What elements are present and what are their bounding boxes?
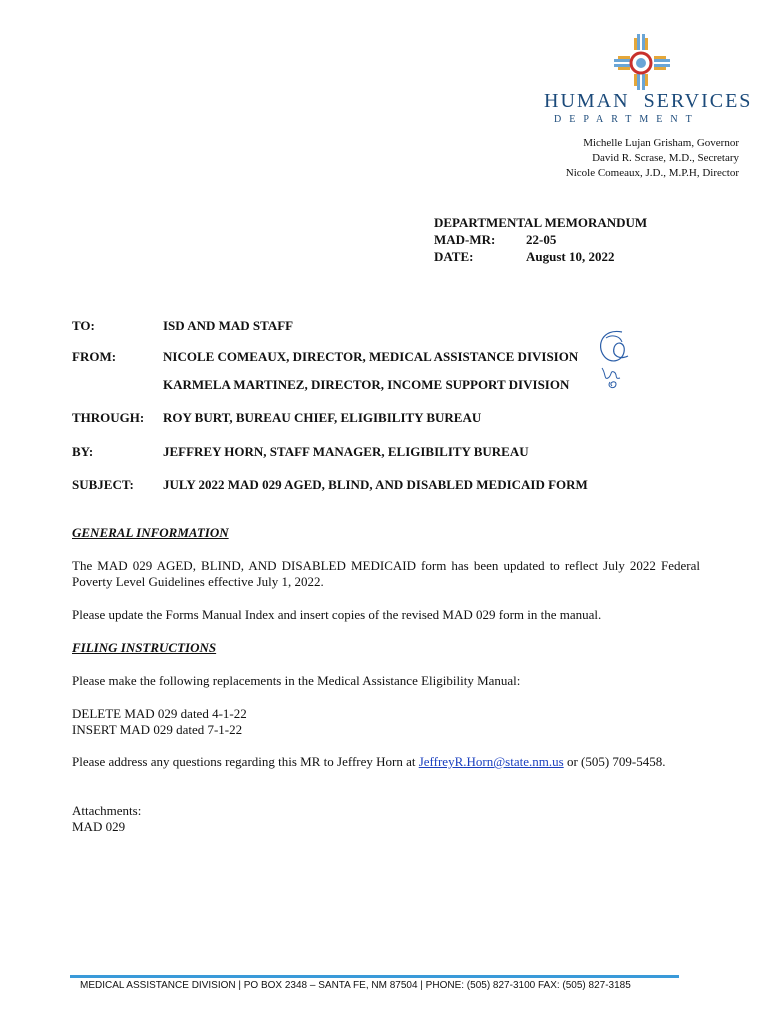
signature-martinez — [598, 364, 628, 392]
signature-comeaux — [592, 326, 634, 368]
mr-label: MAD-MR: — [434, 232, 496, 247]
contact-email-link[interactable]: JeffreyR.Horn@state.nm.us — [418, 754, 564, 769]
subject-label: SUBJECT: — [72, 477, 134, 492]
by-label: BY: — [72, 444, 94, 459]
general-information-title: GENERAL INFORMATION — [72, 525, 229, 540]
officials-block — [566, 136, 739, 181]
delete-line: DELETE MAD 029 dated 4-1-22 — [72, 706, 247, 721]
to-value: ISD AND MAD STAFF — [163, 318, 294, 333]
official-governor: Michelle Lujan Grisham, Governor — [583, 137, 739, 149]
logo-wordmark: HUMAN SERVICES — [544, 90, 753, 112]
from-value-1: NICOLE COMEAUX, DIRECTOR, MEDICAL ASSISTANCE DIVISION — [163, 349, 579, 364]
general-paragraph-2: Please update the Forms Manual Index and insert copies of the revised MAD 029 form in the manual. — [72, 607, 602, 622]
official-secretary: David R. Scrase, M.D., Secretary — [592, 152, 739, 164]
attachments-label: Attachments: — [72, 803, 142, 818]
through-value: ROY BURT, BUREAU CHIEF, ELIGIBILITY BUREAU — [163, 410, 482, 425]
mr-value: 22-05 — [526, 232, 557, 247]
by-value: JEFFREY HORN, STAFF MANAGER, ELIGIBILITY BUREAU — [163, 444, 529, 459]
subject-value: JULY 2022 MAD 029 AGED, BLIND, AND DISABLED MEDICAID FORM — [163, 477, 588, 492]
attachments-item: MAD 029 — [72, 819, 126, 834]
to-label: TO: — [72, 318, 95, 333]
from-label: FROM: — [72, 349, 117, 364]
filing-paragraph: Please make the following replacements in the Medical Assistance Eligibility Manual: — [72, 673, 521, 688]
footer-address: MEDICAL ASSISTANCE DIVISION | PO BOX 2348 – SANTA FE, NM 87504 | PHONE: (505) 827-3100 FAX: (505) 827-3185 — [80, 980, 631, 991]
memo-title: DEPARTMENTAL MEMORANDUM — [434, 215, 648, 230]
general-paragraph-1: The MAD 029 AGED, BLIND, AND DISABLED MEDICAID form has been updated to reflect July 2022 Federal Poverty Level Guidelines effective July 1, 2022. — [72, 558, 700, 589]
from-value-2: KARMELA MARTINEZ, DIRECTOR, INCOME SUPPORT DIVISION — [163, 377, 570, 392]
official-director: Nicole Comeaux, J.D., M.P.H, Director — [565, 167, 739, 179]
date-label: DATE: — [434, 249, 474, 264]
insert-line: INSERT MAD 029 dated 7-1-22 — [72, 722, 243, 737]
hsd-logo — [544, 34, 753, 130]
questions-paragraph: Please address any questions regarding this MR to Jeffrey Horn at JeffreyR.Horn@state.nm.us or (505) 709-5458. — [72, 754, 666, 769]
memo-header — [434, 214, 647, 265]
logo-department: DEPARTMENT — [554, 114, 700, 125]
zia-sun-symbol-icon — [610, 34, 674, 90]
date-value: August 10, 2022 — [526, 249, 615, 264]
through-label: THROUGH: — [72, 410, 145, 425]
footer-divider — [70, 975, 679, 978]
filing-instructions-title: FILING INSTRUCTIONS — [72, 640, 217, 655]
